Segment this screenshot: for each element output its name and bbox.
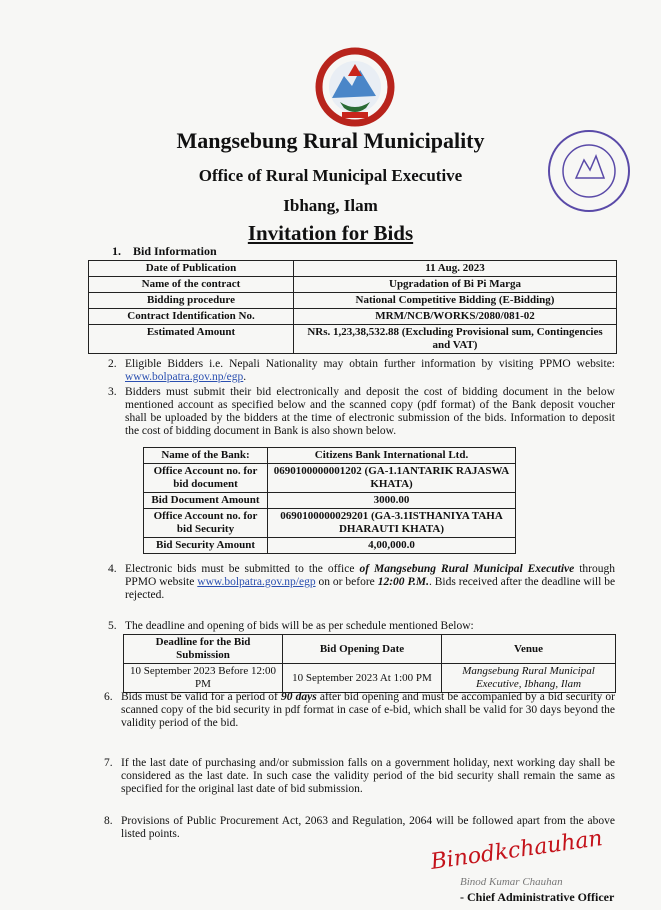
- office-name: Office of Rural Municipal Executive: [198, 166, 463, 185]
- table-row: [89, 277, 617, 293]
- schedule-table: [123, 634, 616, 693]
- section-6-text: [121, 691, 615, 730]
- section-title: Bid Information: [133, 244, 217, 258]
- table-label: Contract Identification No.: [89, 309, 294, 325]
- section-4-text: [125, 563, 615, 602]
- section-4-number: 4.: [108, 563, 117, 575]
- section-6-part: after bid opening and must be accompanied by a bid security or scanned copy of the bid security in pdf format in case of e-bid, which shall be valid for 30 days beyond the validity period of the bid.: [121, 691, 616, 729]
- table-value: NRs. 1,23,38,532.88 (Excluding Provisional sum, Contingencies and VAT): [294, 325, 617, 354]
- table-value: 0690100000029201 (GA-3.1ISTHANIYA TAHA DHARAUTI KHATA): [268, 509, 516, 538]
- table-label: Office Account no. for bid document: [144, 464, 268, 493]
- table-row: [144, 538, 516, 554]
- bid-information-table: [88, 260, 617, 354]
- table-label: Date of Publication: [89, 261, 294, 277]
- table-row: [144, 509, 516, 538]
- table-label: Bid Document Amount: [144, 493, 268, 509]
- section-2-text: [125, 358, 615, 384]
- table-value: 3000.00: [268, 493, 516, 509]
- table-row: [144, 448, 516, 464]
- section-7-number: 7.: [104, 757, 113, 769]
- table-value: 4,00,000.0: [268, 538, 516, 554]
- table-row: [89, 293, 617, 309]
- section-number: 1.: [112, 244, 121, 258]
- validity-days: 90 days: [280, 691, 317, 703]
- table-value: 11 Aug. 2023: [294, 261, 617, 277]
- section-2-number: 2.: [108, 358, 117, 370]
- section-3-text: Bidders must submit their bid electronically and deposit the cost of bidding document in the below mentioned account as specified below and the scanned copy (pdf format) of the Bank deposit voucher shall be uploaded by the bidders at the time of electronic submission of the bids. Information to deposit the cost of bidding document in Bank is also shown below.: [125, 386, 615, 437]
- deadline-time: 12:00 P.M.: [377, 576, 429, 588]
- section-4-part: Electronic bids must be submitted to the office: [125, 563, 355, 575]
- office-location: Ibhang, Ilam: [283, 196, 378, 215]
- section-6-number: 6.: [104, 691, 113, 703]
- section-8-number: 8.: [104, 815, 113, 827]
- signatory-title: - Chief Administrative Officer: [460, 890, 615, 904]
- ppmo-link[interactable]: www.bolpatra.gov.np/egp: [125, 371, 244, 383]
- section-2-body: Eligible Bidders i.e. Nepali Nationality may obtain further information by visiting PPMO website:: [125, 358, 615, 370]
- table-cell: 10 September 2023 Before 12:00 PM: [124, 664, 283, 693]
- table-cell: Mangsebung Rural Municipal Executive, Ibhang, Ilam: [442, 664, 616, 693]
- table-row: [89, 325, 617, 354]
- table-row: [144, 493, 516, 509]
- table-value: National Competitive Bidding (E-Bidding): [294, 293, 617, 309]
- table-label: Name of the Bank:: [144, 448, 268, 464]
- table-row: [89, 261, 617, 277]
- section-2-tail: .: [243, 371, 247, 383]
- signatory-name: Binod Kumar Chauhan: [460, 876, 563, 888]
- section-3-number: 3.: [108, 386, 117, 398]
- section-6-part: Bids must be valid for a period of: [121, 691, 278, 703]
- table-label: Bidding procedure: [89, 293, 294, 309]
- section-5-number: 5.: [108, 620, 117, 632]
- table-label: Name of the contract: [89, 277, 294, 293]
- table-row: [124, 664, 616, 693]
- column-header: Bid Opening Date: [283, 635, 442, 664]
- table-row: [144, 464, 516, 493]
- section-1-heading: [112, 244, 217, 259]
- table-value: Upgradation of Bi Pi Marga: [294, 277, 617, 293]
- municipality-name: Mangsebung Rural Municipality: [176, 128, 485, 153]
- office-emphasis: of Mangsebung Rural Municipal Executive: [359, 563, 575, 575]
- nepal-emblem: [314, 46, 396, 128]
- section-7-text: If the last date of purchasing and/or submission falls on a government holiday, next working day shall be considered as the last date. In such case the validity period of the bid security shall remain the same as specified for the original last date of bid submission.: [121, 757, 615, 795]
- column-header: Deadline for the Bid Submission: [124, 635, 283, 664]
- section-4-part: through PPMO website: [125, 563, 616, 588]
- section-4-part: . Bids received after the deadline will be rejected.: [125, 576, 616, 601]
- bank-details-table: [143, 447, 516, 554]
- column-header: Venue: [442, 635, 616, 664]
- document-title: Invitation for Bids: [247, 221, 414, 245]
- table-label: Estimated Amount: [89, 325, 294, 354]
- table-label: Office Account no. for bid Security: [144, 509, 268, 538]
- table-row: [89, 309, 617, 325]
- table-label: Bid Security Amount: [144, 538, 268, 554]
- table-header-row: [124, 635, 616, 664]
- ppmo-link[interactable]: www.bolpatra.gov.np/egp: [197, 576, 316, 588]
- section-8-text: Provisions of Public Procurement Act, 2063 and Regulation, 2064 will be followed apart from the above listed points.: [121, 815, 615, 840]
- table-value: Citizens Bank International Ltd.: [268, 448, 516, 464]
- table-cell: 10 September 2023 At 1:00 PM: [283, 664, 442, 693]
- handwritten-signature: Binodkchauhan: [429, 826, 605, 875]
- section-4-part: on or before: [318, 576, 375, 588]
- table-value: 0690100000001202 (GA-1.1ANTARIK RAJASWA KHATA): [268, 464, 516, 493]
- section-5-text: The deadline and opening of bids will be as per schedule mentioned Below:: [125, 620, 474, 632]
- table-value: MRM/NCB/WORKS/2080/081-02: [294, 309, 617, 325]
